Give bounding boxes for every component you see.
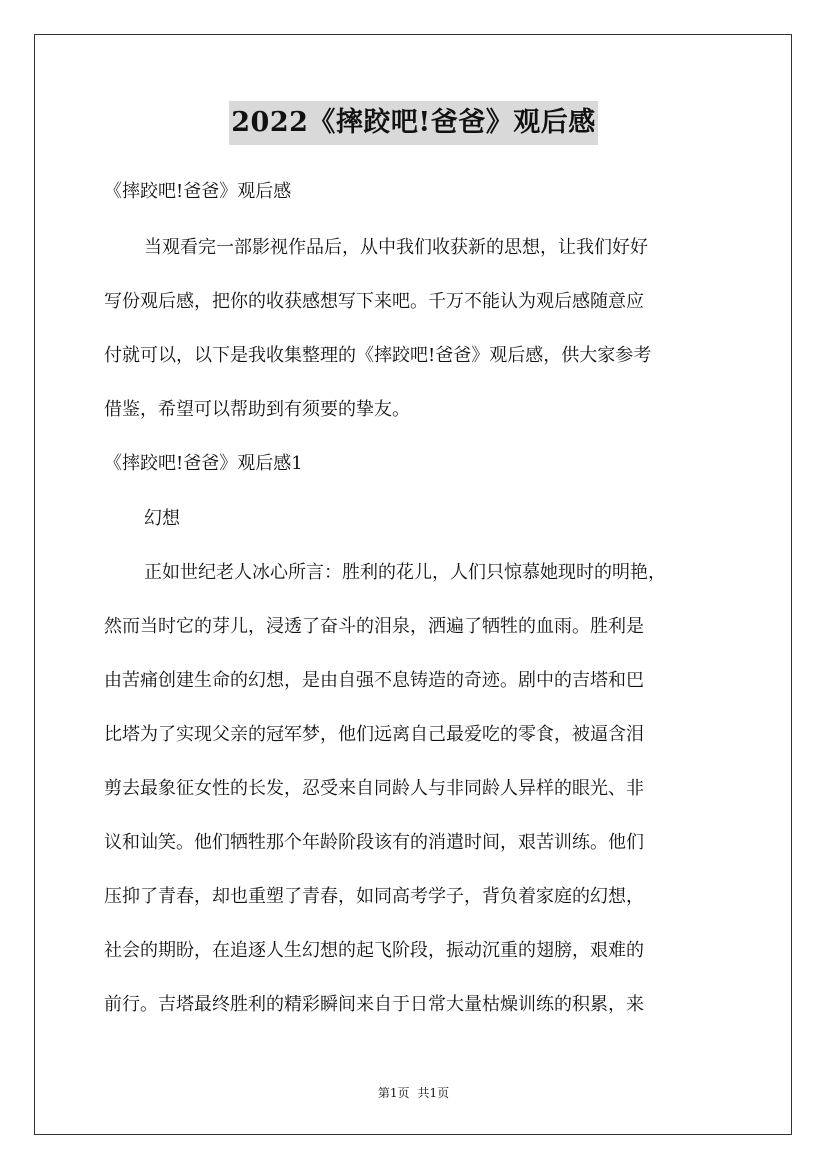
title-container bbox=[0, 101, 827, 145]
paragraph-line: 正如世纪老人冰心所言：胜利的花儿，人们只惊慕她现时的明艳， bbox=[144, 562, 666, 583]
paragraph-line: 付就可以，以下是我收集整理的《摔跤吧!爸爸》观后感，供大家参考 bbox=[104, 345, 652, 366]
subtitle-line: 《摔跤吧!爸爸》观后感 bbox=[104, 181, 292, 202]
paragraph-line: 写份观后感，把你的收获感想写下来吧。千万不能认为观后感随意应 bbox=[104, 291, 644, 312]
page-total: 共1页 bbox=[417, 1086, 450, 1100]
document-title: 2022《摔跤吧!爸爸》观后感 bbox=[229, 101, 598, 145]
page-number: 第1页 bbox=[377, 1086, 410, 1100]
section-subheading: 幻想 bbox=[144, 508, 180, 529]
page-footer bbox=[0, 1084, 827, 1101]
paragraph-line: 借鉴，希望可以帮助到有须要的挚友。 bbox=[104, 399, 410, 420]
paragraph-line: 压抑了青春，却也重塑了青春，如同高考学子，背负着家庭的幻想， bbox=[104, 886, 644, 907]
paragraph-line: 议和讪笑。他们牺牲那个年龄阶段该有的消遣时间，艰苦训练。他们 bbox=[104, 832, 644, 853]
paragraph-line: 社会的期盼，在追逐人生幻想的起飞阶段，振动沉重的翅膀，艰难的 bbox=[104, 940, 644, 961]
section-heading: 《摔跤吧!爸爸》观后感1 bbox=[104, 453, 303, 474]
paragraph-line: 前行。吉塔最终胜利的精彩瞬间来自于日常大量枯燥训练的积累，来 bbox=[104, 994, 644, 1015]
paragraph-line: 由苦痛创建生命的幻想，是由自强不息铸造的奇迹。剧中的吉塔和巴 bbox=[104, 670, 644, 691]
paragraph-line: 然而当时它的芽儿，浸透了奋斗的泪泉，洒遍了牺牲的血雨。胜利是 bbox=[104, 616, 644, 637]
paragraph-line: 剪去最象征女性的长发，忍受来自同龄人与非同龄人异样的眼光、非 bbox=[104, 778, 644, 799]
paragraph-line: 比塔为了实现父亲的冠军梦，他们远离自己最爱吃的零食，被逼含泪 bbox=[104, 724, 644, 745]
paragraph-line: 当观看完一部影视作品后，从中我们收获新的思想，让我们好好 bbox=[144, 237, 648, 258]
